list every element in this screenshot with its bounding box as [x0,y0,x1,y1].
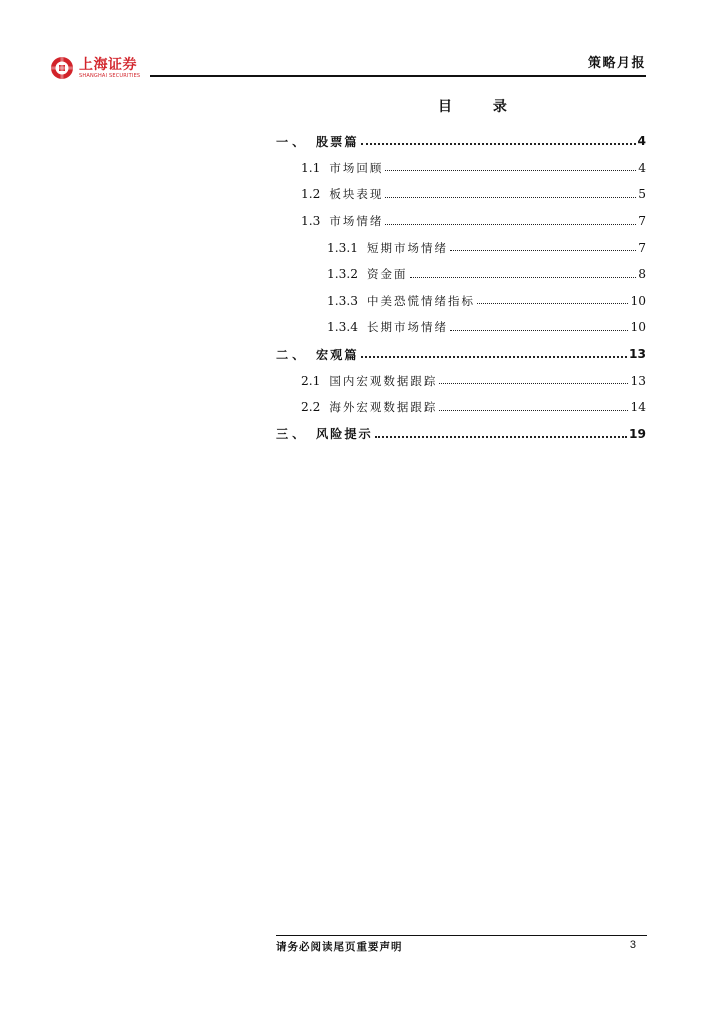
toc-entry-title: 市场回顾 [329,160,384,175]
toc-entry-number: 1.3.2 [327,267,359,282]
toc-leader-dots [385,224,636,225]
toc-entry[interactable] [276,155,646,182]
report-type-label: 策略月报 [587,56,646,71]
toc-entry-page: 13 [630,373,646,388]
toc-entry-page: 8 [638,267,646,282]
toc-entry-page: 4 [638,160,646,175]
toc-entry[interactable] [276,234,646,261]
brand-logo [50,55,140,81]
toc-entry-title: 国内宏观数据跟踪 [329,373,438,388]
toc-entry-number: 1.3 [301,214,321,229]
toc-entry-page: 10 [630,293,646,308]
toc-leader-dots [450,330,628,331]
toc-entry[interactable] [276,314,646,341]
toc-leader-dots [361,356,627,358]
toc-entry-title: 股票篇 [316,134,359,149]
toc-entry[interactable] [276,367,646,394]
toc-entry[interactable] [276,341,646,368]
toc-entry-title: 海外宏观数据跟踪 [329,400,438,415]
toc-entry-number: 1.3.4 [327,320,359,335]
toc-leader-dots [410,277,637,278]
toc-entry[interactable] [276,128,646,155]
toc-leader-dots [477,303,628,304]
toc-entry-number: 一、 [276,134,309,149]
toc-entry-title: 市场情绪 [329,214,384,229]
toc-entry-page: 10 [630,320,646,335]
toc-entry-number: 2.2 [301,400,321,415]
toc-leader-dots [385,170,636,171]
toc-title: 目 录 [438,99,525,115]
toc-entry-page: 7 [638,240,646,255]
toc-entry-title: 中美恐慌情绪指标 [367,293,476,308]
logo-wordmark [79,58,140,79]
toc-entry-title: 长期市场情绪 [367,320,449,335]
toc-entry-number: 1.3.3 [327,293,359,308]
toc-entry-title: 宏观篇 [316,347,359,362]
toc-entry-page: 7 [638,214,646,229]
toc-entry-page: 5 [638,187,646,202]
toc-entry-number: 1.2 [301,187,321,202]
toc-leader-dots [439,410,628,411]
brand-name-en: SHANGHAI SECURITIES [79,72,141,79]
toc-entry[interactable] [276,394,646,421]
logo-emblem-icon [50,56,74,80]
toc-entry-title: 短期市场情绪 [367,240,449,255]
toc-entry-page: 4 [637,134,646,149]
toc-entry[interactable] [276,181,646,208]
page-number: 3 [629,939,636,951]
toc-entry[interactable] [276,421,646,448]
toc-leader-dots [439,383,628,384]
toc-entry-number: 1.1 [301,160,321,175]
toc-entry-number: 2.1 [301,373,321,388]
toc-leader-dots [361,143,636,145]
toc-entry[interactable] [276,288,646,315]
toc-leader-dots [375,436,627,438]
toc-entry-number: 三、 [276,427,309,442]
toc-entry-page: 19 [629,426,646,441]
toc-entry[interactable] [276,261,646,288]
toc-entry-number: 1.3.1 [327,240,359,255]
toc-entry-title: 风险提示 [316,427,373,442]
toc-entry-number: 二、 [276,347,309,362]
toc-leader-dots [385,197,636,198]
toc-entry[interactable] [276,208,646,235]
toc-entry-title: 板块表现 [329,187,384,202]
toc-entry-page: 13 [629,347,646,362]
header-divider [150,75,646,77]
table-of-contents [276,128,646,447]
toc-entry-title: 资金面 [367,267,408,282]
disclaimer-note: 请务必阅读尾页重要声明 [276,941,403,953]
toc-entry-page: 14 [630,400,646,415]
brand-name-cn: 上海证券 [79,56,137,73]
toc-leader-dots [450,250,636,251]
footer-divider [276,935,647,936]
